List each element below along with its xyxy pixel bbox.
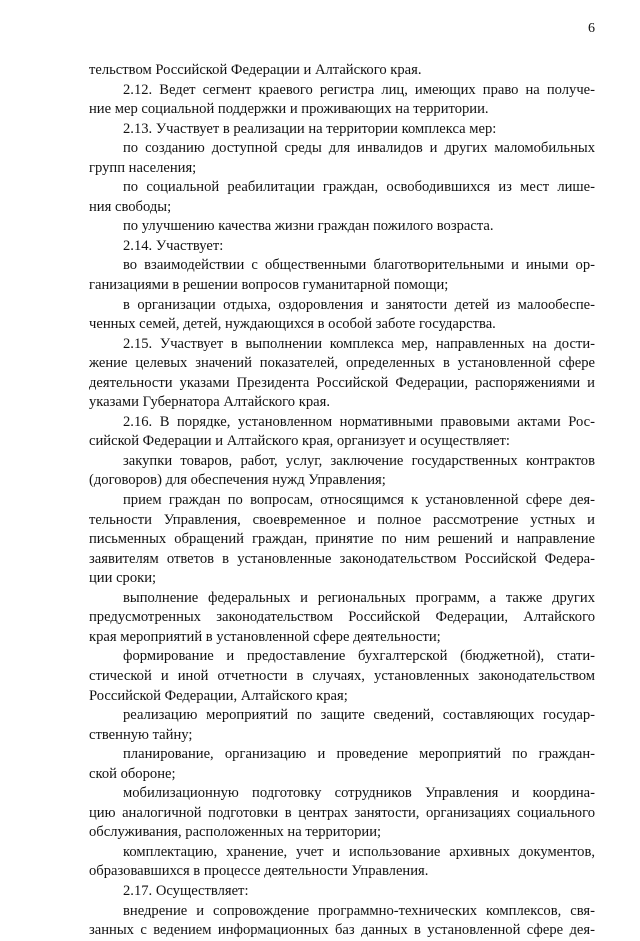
text-line: стической и иной отчетности в случаях, установленных законодательством bbox=[89, 667, 595, 684]
text-line: групп населения; bbox=[89, 159, 197, 176]
text-line: жение целевых значений показателей, определенных в установленной сфере bbox=[89, 355, 595, 372]
text-line: планирование, организацию и проведение мероприятий по граждан- bbox=[123, 746, 595, 763]
text-line: 2.16. В порядке, установленном нормативными правовыми актами Рос- bbox=[123, 413, 595, 430]
text-line: сийской Федерации и Алтайского края, организует и осуществляет: bbox=[89, 433, 510, 450]
text-line: 2.12. Ведет сегмент краевого регистра лиц, имеющих право на получе- bbox=[123, 81, 595, 98]
text-line: 2.17. Осуществляет: bbox=[123, 882, 249, 899]
text-line: ганизациями в решении вопросов гуманитарной помощи; bbox=[89, 277, 449, 294]
text-line: мобилизационную подготовку сотрудников Управления и координа- bbox=[123, 785, 595, 802]
text-line: ние мер социальной поддержки и проживающих на территории. bbox=[89, 101, 489, 118]
text-line: указами Губернатора Алтайского края. bbox=[89, 394, 330, 411]
text-line: цию аналогичной подготовки в центрах занятости, организациях социального bbox=[89, 804, 595, 821]
text-line: деятельности указами Президента Российской Федерации, распоряжениями и bbox=[89, 374, 595, 391]
text-line: во взаимодействии с общественными благотворительными и иными ор- bbox=[123, 257, 595, 274]
text-line: по улучшению качества жизни граждан пожилого возраста. bbox=[123, 218, 494, 235]
text-line: формирование и предоставление бухгалтерской (бюджетной), стати- bbox=[123, 648, 595, 665]
text-line: внедрение и сопровождение программно-технических комплексов, свя- bbox=[123, 902, 595, 919]
text-line: по социальной реабилитации граждан, освободившихся из мест лише- bbox=[123, 179, 595, 196]
text-line: заявителям ответов в установленные законодательством Российской Федера- bbox=[89, 550, 595, 567]
text-line: 2.15. Участвует в выполнении комплекса мер, направленных на дости- bbox=[123, 335, 595, 352]
text-line: ской обороне; bbox=[89, 765, 176, 782]
text-line: образовавшихся в процессе деятельности Управления. bbox=[89, 863, 429, 880]
document-body bbox=[89, 61, 595, 941]
text-line: ния свободы; bbox=[89, 198, 172, 215]
text-line: Российской Федерации, Алтайского края; bbox=[89, 687, 348, 704]
text-line: прием граждан по вопросам, относящимся к установленной сфере дея- bbox=[123, 492, 595, 509]
text-line: в организации отдыха, оздоровления и занятости детей из малообеспе- bbox=[123, 296, 595, 313]
text-line: (договоров) для обеспечения нужд Управления; bbox=[89, 472, 386, 489]
text-line: края мероприятий в установленной сфере деятельности; bbox=[89, 628, 441, 645]
text-line: предусмотренных законодательством Российской Федерации, Алтайского bbox=[89, 609, 595, 626]
text-line: тельности Управления, своевременное и полное рассмотрение устных и bbox=[89, 511, 595, 528]
text-line: закупки товаров, работ, услуг, заключение государственных контрактов bbox=[123, 452, 595, 469]
text-line: письменных обращений граждан, принятие по ним решений и направление bbox=[89, 531, 595, 548]
text-line: ции сроки; bbox=[89, 570, 157, 587]
text-line: ченных семей, детей, нуждающихся в особой заботе государства. bbox=[89, 316, 496, 333]
text-line: комплектацию, хранение, учет и использование архивных документов, bbox=[123, 843, 595, 860]
text-line: тельством Российской Федерации и Алтайского края. bbox=[89, 62, 422, 78]
text-line: ственную тайну; bbox=[89, 726, 193, 743]
text-line: выполнение федеральных и региональных программ, а также других bbox=[123, 589, 595, 606]
text-line: занных с ведением информационных баз данных в установленной сфере дея- bbox=[89, 922, 595, 939]
page-number: 6 bbox=[588, 21, 595, 36]
text-line: по созданию доступной среды для инвалидов и других маломобильных bbox=[123, 140, 595, 157]
text-line: реализацию мероприятий по защите сведений, составляющих государ- bbox=[123, 707, 595, 724]
text-line: обслуживания, расположенных на территории; bbox=[89, 824, 382, 841]
text-line: 2.13. Участвует в реализации на территории комплекса мер: bbox=[123, 120, 497, 137]
text-line: 2.14. Участвует: bbox=[123, 237, 224, 254]
